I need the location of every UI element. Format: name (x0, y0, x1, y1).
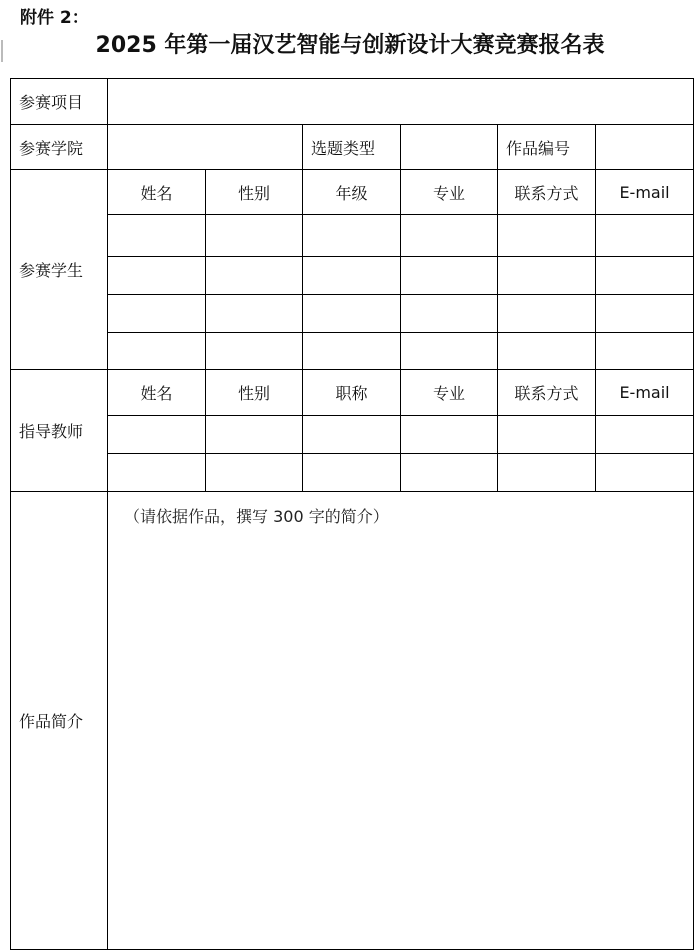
student-cell[interactable] (401, 295, 498, 333)
student-cell[interactable] (206, 215, 303, 257)
student-cell[interactable] (108, 333, 206, 370)
students-column-header: 姓名 (108, 170, 206, 215)
student-cell[interactable] (206, 257, 303, 295)
teacher-cell[interactable] (108, 454, 206, 492)
student-cell[interactable] (401, 333, 498, 370)
student-cell[interactable] (303, 215, 401, 257)
teacher-cell[interactable] (303, 416, 401, 454)
intro-input-cell[interactable] (108, 492, 694, 950)
teacher-cell[interactable] (108, 416, 206, 454)
students-column-header: 性别 (206, 170, 303, 215)
student-cell[interactable] (303, 333, 401, 370)
student-cell[interactable] (108, 257, 206, 295)
teacher-cell[interactable] (498, 416, 596, 454)
college-row (11, 125, 694, 170)
students-section-label: 参赛学生 (11, 170, 108, 370)
teachers-column-header: 性别 (206, 370, 303, 416)
work-number-input-cell[interactable] (596, 125, 694, 170)
teacher-cell[interactable] (303, 454, 401, 492)
project-label: 参赛项目 (11, 79, 108, 125)
teacher-cell[interactable] (206, 454, 303, 492)
topic-type-label: 选题类型 (303, 125, 401, 170)
teachers-column-header: 专业 (401, 370, 498, 416)
intro-row (11, 492, 694, 950)
student-cell[interactable] (596, 295, 694, 333)
students-column-header: E-mail (596, 170, 694, 215)
teachers-column-header: 职称 (303, 370, 401, 416)
work-number-label: 作品编号 (498, 125, 596, 170)
teacher-cell[interactable] (596, 416, 694, 454)
students-header-row (11, 170, 694, 215)
student-cell[interactable] (498, 333, 596, 370)
student-cell[interactable] (596, 215, 694, 257)
project-input-cell[interactable] (108, 79, 694, 125)
teachers-section-label: 指导教师 (11, 370, 108, 492)
teachers-column-header: 姓名 (108, 370, 206, 416)
project-row (11, 79, 694, 125)
student-cell[interactable] (206, 333, 303, 370)
teacher-row (11, 454, 694, 492)
student-cell[interactable] (401, 215, 498, 257)
teachers-header-row (11, 370, 694, 416)
student-cell[interactable] (498, 215, 596, 257)
college-input-cell[interactable] (108, 125, 303, 170)
teachers-column-header: 联系方式 (498, 370, 596, 416)
student-cell[interactable] (303, 257, 401, 295)
teacher-row (11, 416, 694, 454)
students-column-header: 年级 (303, 170, 401, 215)
student-row (11, 215, 694, 257)
teacher-cell[interactable] (498, 454, 596, 492)
intro-hint-text: （请依据作品，撰写 300 字的简介） (124, 507, 389, 526)
teacher-cell[interactable] (206, 416, 303, 454)
document-title: 2025 年第一届汉艺智能与创新设计大赛竞赛报名表 (95, 33, 605, 58)
student-cell[interactable] (108, 215, 206, 257)
student-cell[interactable] (596, 257, 694, 295)
student-cell[interactable] (108, 295, 206, 333)
intro-label: 作品简介 (11, 492, 108, 950)
teacher-cell[interactable] (401, 416, 498, 454)
student-row (11, 257, 694, 295)
teacher-cell[interactable] (401, 454, 498, 492)
student-row (11, 295, 694, 333)
student-cell[interactable] (401, 257, 498, 295)
teachers-column-header: E-mail (596, 370, 694, 416)
students-column-header: 联系方式 (498, 170, 596, 215)
student-cell[interactable] (498, 295, 596, 333)
college-label: 参赛学院 (11, 125, 108, 170)
student-row (11, 333, 694, 370)
registration-form-table (10, 78, 694, 950)
student-cell[interactable] (206, 295, 303, 333)
attachment-label: 附件 2： (20, 8, 89, 28)
student-cell[interactable] (596, 333, 694, 370)
student-cell[interactable] (303, 295, 401, 333)
student-cell[interactable] (498, 257, 596, 295)
students-column-header: 专业 (401, 170, 498, 215)
topic-type-input-cell[interactable] (401, 125, 498, 170)
teacher-cell[interactable] (596, 454, 694, 492)
